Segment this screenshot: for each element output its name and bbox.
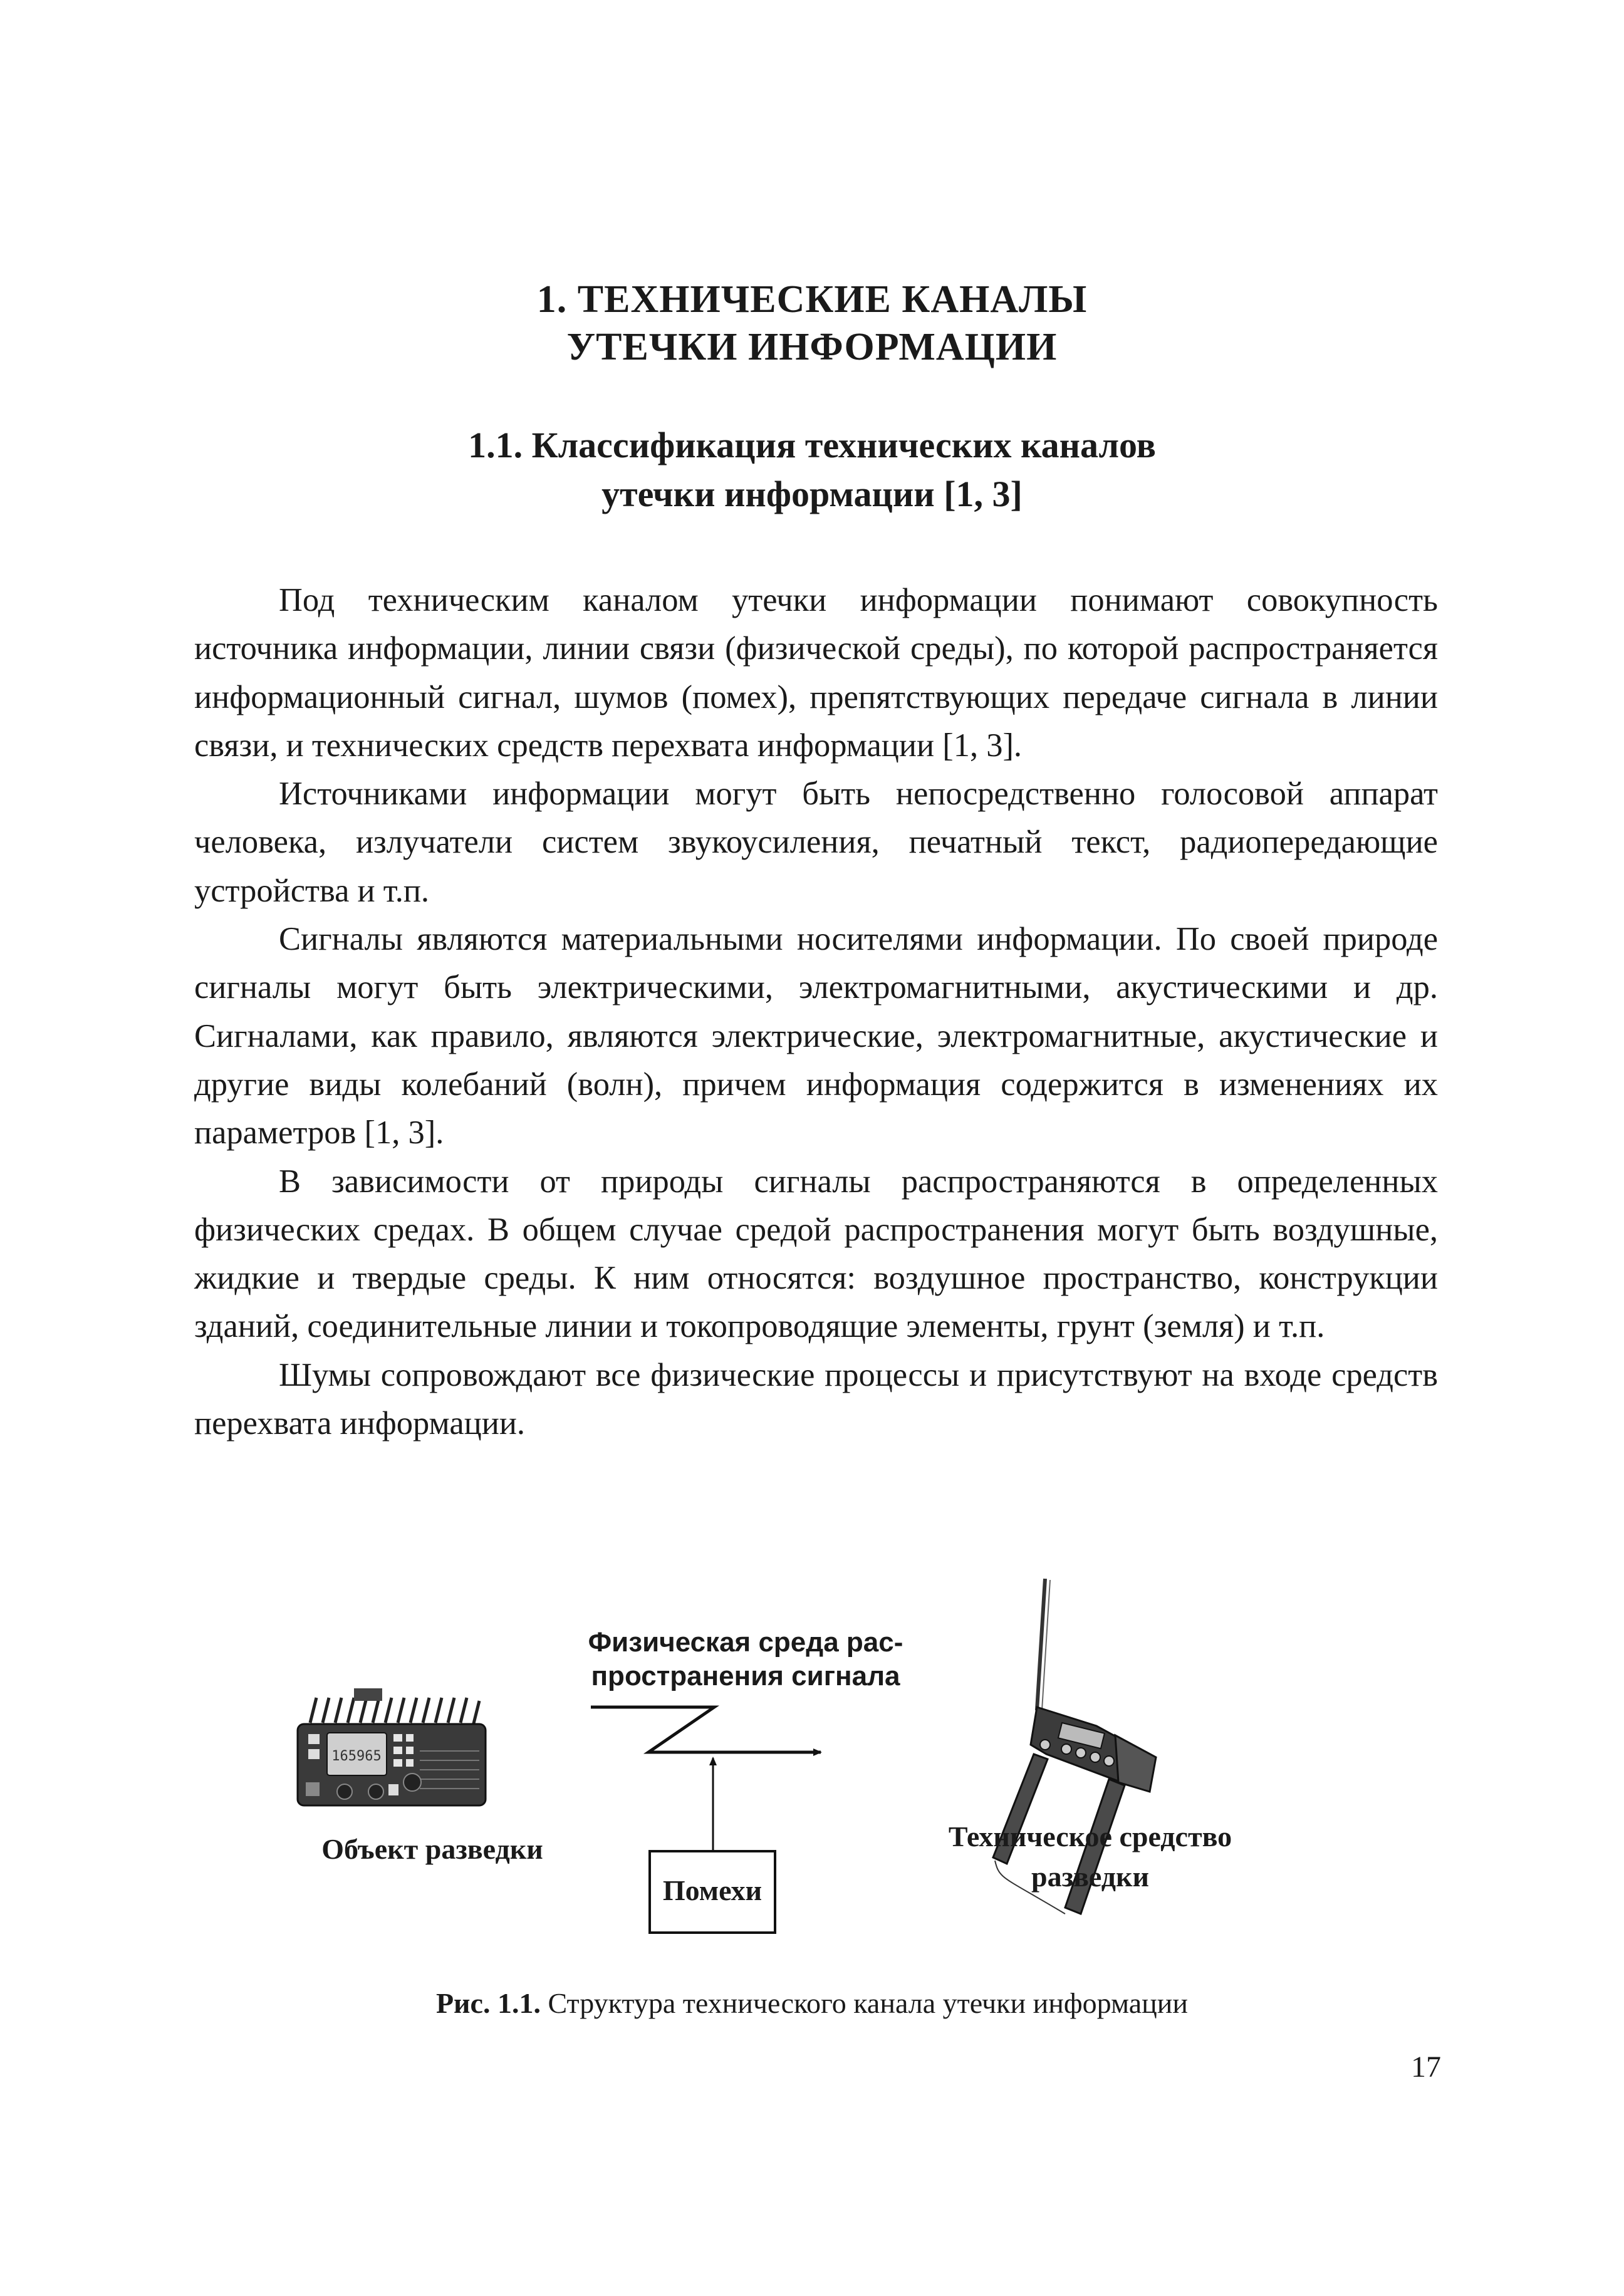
device-label-line-2: разведки	[1031, 1861, 1149, 1893]
section-title-line-2: утечки информации [1, 3]	[601, 474, 1023, 514]
medium-label-line-1: Физическая среда рас-	[588, 1627, 903, 1658]
figure-leak-channel-structure	[282, 1566, 1410, 1973]
section-title	[0, 421, 1624, 519]
paragraph-definition: Под техническим каналом утечки информации понимают совокупность источника информации, линии связи (физической среды), по которой распространяется информационный сигнал, шумов (помех), препятствующих передаче сигнала в линии связи, и технических средств перехвата информации [1, 3].	[194, 582, 1438, 764]
paragraph-sources: Источниками информации могут быть непосредственно голосовой аппарат человека, излучатели систем звукоусиления, печатный текст, радиопередающие устройства и т.п.	[194, 776, 1438, 909]
paragraph-media: В зависимости от природы сигналы распространяются в определенных физических средах. В общем случае средой распространения могут быть воздушные, жидкие и твердые среды. К ним относятся: воздушное пространство, конструкции зданий, соединительные линии и токопроводящие элементы, грунт (земля) и т.п.	[194, 1163, 1438, 1345]
section-title-line-1: 1.1. Классификация технических каналов	[468, 425, 1156, 465]
radio-transceiver-icon	[298, 1688, 486, 1805]
paragraph-noise: Шумы сопровождают все физические процессы и присутствуют на входе средств перехвата информации.	[194, 1356, 1438, 1442]
medium-label	[570, 1626, 921, 1693]
medium-label-line-2: пространения сигнала	[591, 1661, 900, 1691]
noise-label: Помехи	[662, 1874, 763, 1906]
chapter-title	[0, 276, 1624, 371]
body-text	[194, 576, 1438, 1448]
figure-caption-text: Структура технического канала утечки информации	[540, 1987, 1189, 2019]
page-number: 17	[1411, 2050, 1441, 2084]
chapter-title-line-2: УТЕЧКИ ИНФОРМАЦИИ	[566, 326, 1058, 368]
figure-caption-number: Рис. 1.1.	[435, 1987, 541, 2019]
device-label-line-1: Техническое средство	[948, 1821, 1232, 1852]
chapter-title-line-1: 1. ТЕХНИЧЕСКИЕ КАНАЛЫ	[536, 278, 1088, 321]
radio-display-readout: 165965	[331, 1748, 382, 1764]
paragraph-signals: Сигналы являются материальными носителями информации. По своей природе сигналы могут быть электрическими, электромагнитными, акустическими и др. Сигналами, как правило, являются электрические, электромагнитные, акустические и другие виды колебаний (волн), причем информация содержится в изменениях их параметров [1, 3].	[194, 921, 1438, 1151]
object-label: Объект разведки	[321, 1833, 543, 1865]
figure-caption	[0, 1985, 1624, 2022]
device-label	[908, 1817, 1272, 1897]
